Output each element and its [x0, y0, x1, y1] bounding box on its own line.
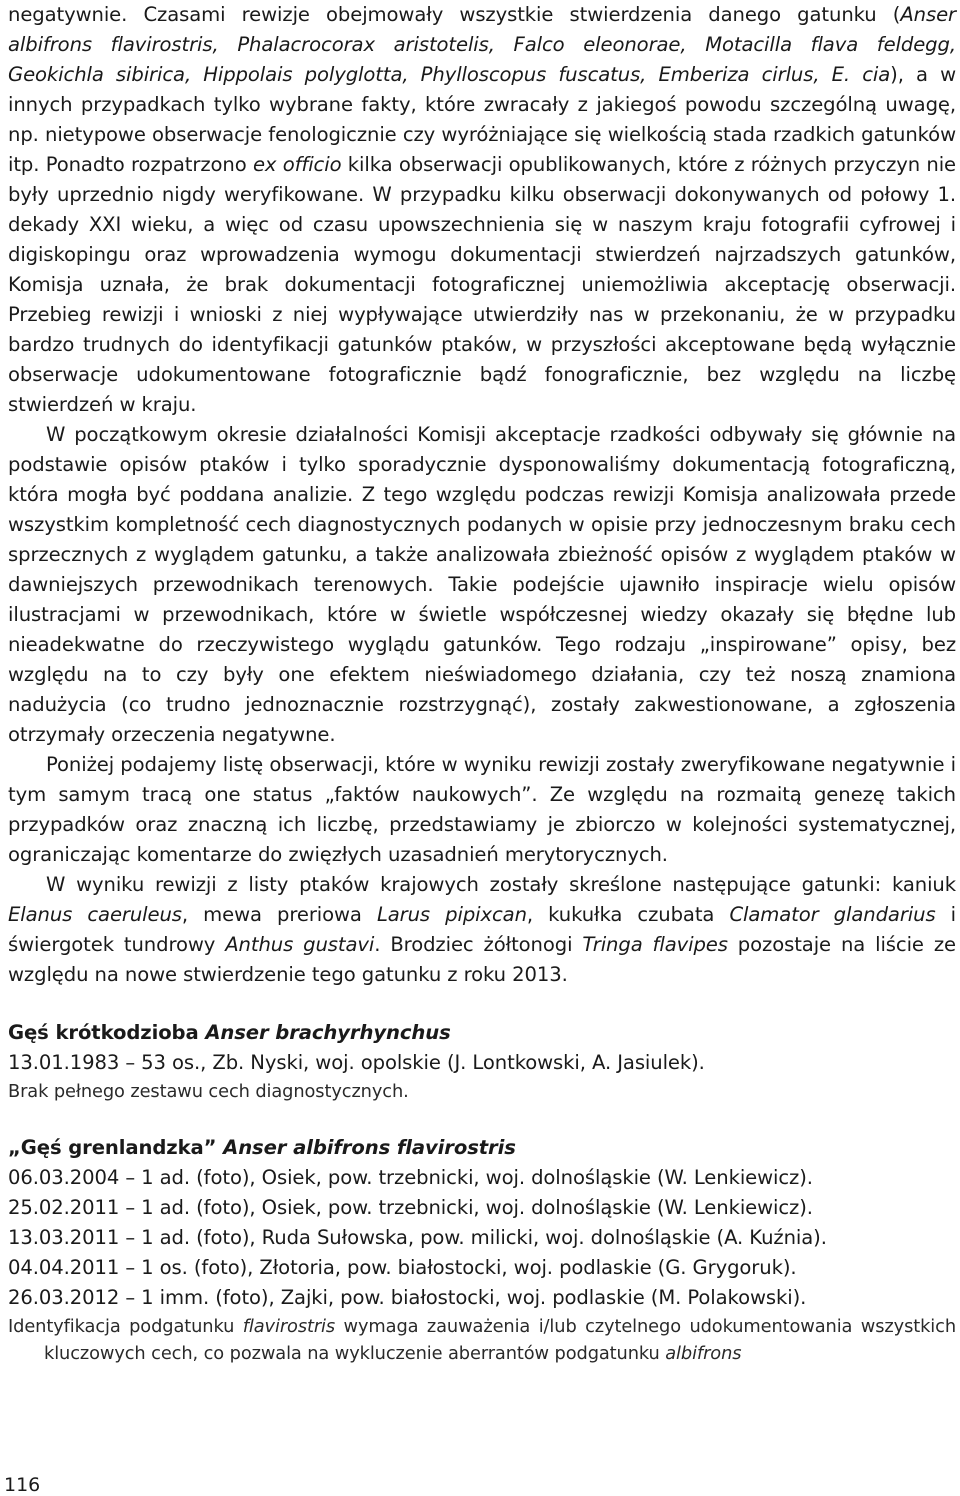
text-run: Gęś krótkodzioba — [8, 1021, 206, 1044]
species-heading — [8, 1133, 956, 1163]
italic-text: Anthus gustavi — [225, 933, 375, 956]
text-run: Brak pełnego zestawu cech diagnostycznych. — [8, 1081, 409, 1102]
species-note — [8, 1078, 956, 1105]
italic-text: albifrons — [665, 1343, 742, 1364]
species-heading — [8, 1018, 956, 1048]
paragraph — [8, 870, 956, 990]
text-run: negatywnie. Czasami rewizje obejmowały wszystkie stwierdzenia danego gatunku ( — [8, 3, 901, 26]
observation-record: 26.03.2012 – 1 imm. (foto), Zajki, pow. białostocki, woj. podlaskie (M. Polakowski). — [8, 1286, 807, 1309]
italic-text: flavirostris — [242, 1316, 336, 1337]
observation-record: 13.01.1983 – 53 os., Zb. Nyski, woj. opolskie (J. Lontkowski, A. Jasiulek). — [8, 1051, 705, 1074]
body-text — [8, 0, 956, 990]
paragraph — [8, 750, 956, 870]
text-run: W wyniku rewizji z listy ptaków krajowych zostały skreślone następujące gatunki: kaniuk — [46, 873, 956, 896]
text-run: Poniżej podajemy listę obserwacji, które w wyniku rewizji zostały zweryfikowane negatywnie i tym samym tracą one status „faktów naukowych”. Ze względu na rozmaitą genezę takich przypadków oraz znaczną ich liczbę, przedstawiamy je zbiorczo w kolejności systematycznej, ograniczając komentarze do zwięzłych uzasadnień merytorycznych. — [8, 753, 956, 866]
italic-text: Larus pipixcan — [376, 903, 527, 926]
italic-text: ex officio — [252, 153, 342, 176]
paragraph — [8, 0, 956, 420]
text-run: ), a w innych przypadkach tylko wybrane fakty, które zwracały z jakiegoś powodu szczególną uwagę, np. nietypowe obserwacje fenologicznie czy wyróżniające się wielkością stada rzadkich gatunków itp. Ponadto rozpatrzono — [8, 63, 957, 176]
text-run: . Brodziec żółtonogi — [374, 933, 583, 956]
species-note — [8, 1313, 956, 1367]
text-run: wymaga zauważenia i/lub czytelnego udokumentowania wszystkich kluczowych cech, co pozwala na wykluczenie aberrantów podgatunku — [44, 1316, 956, 1364]
species-sections — [8, 1018, 956, 1367]
italic-text: Clamator glandarius — [729, 903, 936, 926]
document-page — [8, 0, 956, 1367]
paragraph — [8, 420, 956, 750]
italic-text: Anser albifrons flavirostris — [223, 1136, 516, 1159]
text-run: W początkowym okresie działalności Komisji akceptacje rzadkości odbywały się głównie na podstawie opisów ptaków i tylko sporadycznie dysponowaliśmy dokumentacją fotograficzną, która mogła być poddana analizie. Z tego względu podczas rewizji Komisja analizowała przede wszystkim kompletność cech diagnostycznych podanych w opisie przy jednoczesnym braku cech sprzecznych z wyglądem gatunku, a także analizowała zbieżność opisów z wyglądem ptaków w dawniejszych przewodnikach terenowych. Takie podejście ujawniło inspiracje wielu opisów ilustracjami w przewodnikach, które w świetle współczesnej wiedzy okazały się błędne lub nieadekwatne do rzeczywistego wyglądu gatunków. Tego rodzaju „inspirowane” opisy, bez względu na to czy były one efektem nieświadomego działania, czy też noszą znamiona nadużycia (co trudno jednoznacznie rozstrzygnąć), zostały zakwestionowane, a zgłoszenia otrzymały orzeczenia negatywne. — [8, 423, 956, 746]
italic-text: Elanus caeruleus — [8, 903, 182, 926]
species-section — [8, 1018, 956, 1105]
italic-text: Tringa flavipes — [582, 933, 728, 956]
text-run: kilka obserwacji opublikowanych, które z różnych przyczyn nie były uprzednio nigdy weryfikowane. W przypadku kilku obserwacji dokonywanych od połowy 1. dekady XXI wieku, a więc od czasu upowszechnienia się w naszym kraju fotografii cyfrowej i digiskopingu oraz wprowadzenia wymogu dokumentacji stwierdzeń najrzadszych gatunków, Komisja uznała, że brak dokumentacji fotograficznej uniemożliwia akceptację obserwacji. Przebieg rewizji i wnioski z niej wypływające utwierdziły nas w przekonaniu, że w przypadku bardzo trudnych do identyfikacji gatunków ptaków, w przyszłości akceptowane będą wyłącznie obserwacje udokumentowane fotograficznie bądź fonograficznie, bez względu na liczbę stwierdzeń w kraju. — [8, 153, 957, 416]
italic-text: Anser brachyrhynchus — [205, 1021, 451, 1044]
text-run: Identyfikacja podgatunku — [8, 1316, 243, 1337]
text-run: , kukułka czubata — [526, 903, 730, 926]
observation-record: 04.04.2011 – 1 os. (foto), Złotoria, pow. białostocki, woj. podlaskie (G. Grygoruk). — [8, 1256, 797, 1279]
species-section — [8, 1133, 956, 1367]
observation-record: 13.03.2011 – 1 ad. (foto), Ruda Sułowska, pow. milicki, woj. dolnośląskie (A. Kuźnia). — [8, 1226, 827, 1249]
text-run: i świergotek tundrowy — [8, 903, 957, 956]
observation-record: 25.02.2011 – 1 ad. (foto), Osiek, pow. trzebnicki, woj. dolnośląskie (W. Lenkiewicz). — [8, 1196, 813, 1219]
observation-record: 06.03.2004 – 1 ad. (foto), Osiek, pow. trzebnicki, woj. dolnośląskie (W. Lenkiewicz). — [8, 1166, 813, 1189]
text-run: , mewa preriowa — [181, 903, 377, 926]
text-run: „Gęś grenlandzka” — [8, 1136, 224, 1159]
page-number: 116 — [4, 1474, 41, 1496]
text-run: pozostaje na liście ze względu na nowe stwierdzenie tego gatunku z roku 2013. — [8, 933, 956, 986]
italic-text: Anser albifrons flavirostris, Phalacrocorax aristotelis, Falco eleonorae, Motacilla flava feldegg, Geokichla sibirica, Hippolais polyglotta, Phylloscopus fuscatus, Emberiza cirlus, E. cia — [8, 3, 956, 86]
